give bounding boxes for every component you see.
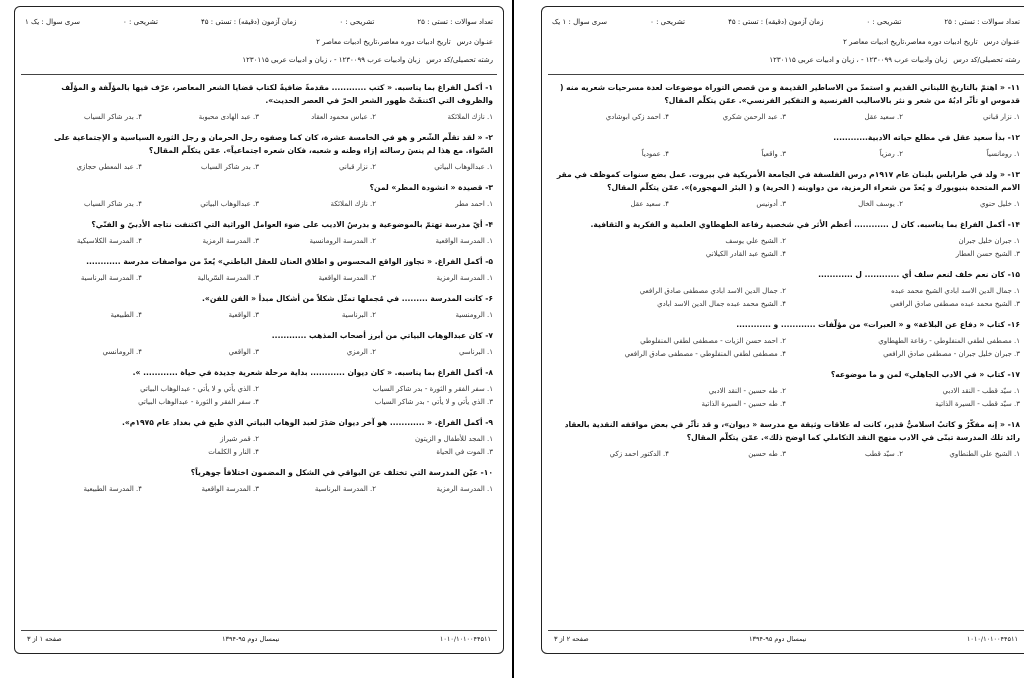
footer-code: ۱۰۱۰/۱۰۱۰۰۴۴۵۱۱ <box>439 635 491 643</box>
answer-options <box>25 198 493 211</box>
answer-option[interactable]: ۱. احمد مطر <box>455 200 493 208</box>
answer-option[interactable]: ۱. المدرسة الرمزية <box>436 485 493 493</box>
answer-option[interactable]: ۴. المدرسة الكلاسيكية <box>76 237 142 245</box>
question-text: ۱۷- كتاب « في الادب الجاهلي» لمن و ما موضوعه؟ <box>830 370 1020 379</box>
answer-options <box>25 161 493 174</box>
footer-page-number: صفحه ۱ از ۳ <box>27 635 62 643</box>
answer-options <box>25 111 493 124</box>
question-text: ۱۸- « إنه مفكّرٌ و كاتبٌ اسلاميٌّ قدير، كانت له علاقات وثيقة مع مدرسة « ديوان»، و قد تأثّر في بعض مواقفه النقدية بالعقاد رائد تلك المدرسة تبنّى في الادب منهج النقد التكاملي كما اوضح ذلك». عمّن يتكلّم المقال؟ <box>564 420 1020 442</box>
answer-option[interactable]: ۲. الشيخ علي يوسف <box>725 237 786 245</box>
question-count: تعداد سوالات : تستی : ۲۵ <box>944 18 1020 26</box>
time-label: زمان آزمون (دقیقه) : تستی : ۴۵ <box>728 18 824 26</box>
answer-option[interactable]: ۲. احمد حسن الزيات - مصطفى لطفي المنفلوطي <box>640 337 786 345</box>
answer-option[interactable]: ۲. الذي يأتي و لا يأتي - عبدالوهاب البياتي <box>140 385 259 393</box>
answer-option[interactable]: ۱. المدرسة الواقعية <box>435 237 493 245</box>
exam-page-1 <box>14 6 504 654</box>
answer-option[interactable]: ۳. واقعياً <box>761 150 786 158</box>
answer-option[interactable]: ۳. المدرسة الواقعية <box>201 485 259 493</box>
essay-time: تشریحی : ۰ <box>123 18 158 26</box>
question-text: ۱۴- أكمل الفراغ بما يناسبه. كان ل ............ أعظم الأثر في شخصية رفاعة الطهطاوي العلمية و الفكرية و الثقافية. <box>590 220 1020 229</box>
answer-options <box>25 272 493 285</box>
question-text: ۶- كانت المدرسة ......... في مُجملها تمثّل شكلاً من أشكال مبدأ « الفن للفن». <box>202 294 493 303</box>
answer-option[interactable]: ۴. الرومانسي <box>102 348 142 356</box>
answer-option[interactable]: ۳. الشيخ محمد عبده مصطفى صادق الرافعي <box>890 300 1020 308</box>
answer-option[interactable]: ۴. المدرسة البرناسية <box>80 274 142 282</box>
answer-option[interactable]: ۲. المدرسة البرناسية <box>314 485 376 493</box>
time-label: زمان آزمون (دقیقه) : تستی : ۴۵ <box>201 18 297 26</box>
answer-option[interactable]: ۳. عبدالوهاب البياتي <box>200 200 259 208</box>
exam-header <box>21 12 497 75</box>
answer-option[interactable]: ۴. الشيخ عبد القادر الكيلاني <box>705 250 786 258</box>
answer-option[interactable]: ۱. جبران خليل جبران <box>958 237 1020 245</box>
answer-option[interactable]: ۳. بدر شاكر السياب <box>200 163 259 171</box>
answer-options <box>552 235 1020 261</box>
page-divider <box>512 0 514 678</box>
answer-option[interactable]: ۲. الرمزي <box>346 348 376 356</box>
question-count: تعداد سوالات : تستی : ۲۵ <box>417 18 493 26</box>
answer-option[interactable]: ۱. الرومنسية <box>455 311 493 319</box>
answer-option[interactable]: ۳. سيّد قطب - السيرة الذاتية <box>935 400 1020 408</box>
answer-option[interactable]: ۱. نزار قباني <box>983 113 1020 121</box>
question-text: ۱۳- « ولد في طرابلس بلبنان عام ۱۹۱۷م درس الفلسفة في الجامعة الأمريكية في بيروت. عمل بضع سنوات كموظف في مقر الامم المتحدة بنيويورك و يُعدّ من شعراء الرمزية، من دواوينه ( الحرية) و ( البئر المهجورة)». عمّن يتكلّم المقال؟ <box>556 170 1020 192</box>
answer-options <box>552 148 1020 161</box>
exam-header <box>548 12 1024 75</box>
page-footer <box>21 630 497 647</box>
answer-option[interactable]: ۴. الطبيعية <box>110 311 142 319</box>
answer-options <box>25 383 493 409</box>
answer-option[interactable]: ۱. خليل حنوي <box>979 200 1020 208</box>
answer-option[interactable]: ۳. عبد الهادی محبوبة <box>198 113 259 121</box>
answer-option[interactable]: ۳. أدونيس <box>756 200 786 208</box>
answer-option[interactable]: ۱. المدرسة الرمزية <box>436 274 493 282</box>
answer-option[interactable]: ۱. سيّد قطب - النقد الادبي <box>942 387 1020 395</box>
answer-option[interactable]: ۴. بدر شاكر السياب <box>83 113 142 121</box>
question-text: ۳- قصيدة « انشودة المطر» لمن؟ <box>369 183 493 192</box>
essay-time: تشریحی : ۰ <box>650 18 686 26</box>
answer-option[interactable]: ۴. عمودياً <box>641 150 669 158</box>
answer-option[interactable]: ۴. احمد زكي ابوشادي <box>605 113 669 121</box>
answer-option[interactable]: ۳. المدرسة الرمزية <box>202 237 259 245</box>
answer-option[interactable]: ۴. الدكتور احمد زكي <box>609 450 669 458</box>
question-text: ۱۰- عيّن المدرسة التي تختلف عن البواقي في الشكل و المضمون اختلافاً جوهرياً؟ <box>190 468 493 477</box>
answer-option[interactable]: ۲. سيّد قطب <box>864 450 903 458</box>
course-value: تاریخ ادبیات دوره معاصر،تاریخ ادبیات معاصر ۲ <box>843 38 978 46</box>
answer-options <box>552 385 1020 411</box>
answer-option[interactable]: ۴. عبد المعطي حجازي <box>76 163 142 171</box>
answer-option[interactable]: ۳. الواقعية <box>228 311 259 319</box>
question-text: ۴- أيّ مدرسة تهتمّ بالموضوعية و بدرسُ الاديب على ضوء العوامل الوراثية التي اكتنفت نتاجه الأدبيّ و الفنّي؟ <box>91 220 493 229</box>
answer-options <box>25 235 493 248</box>
question-text: ۱- أكمل الفراغ بما يناسبه. « كتب ............ مقدمةً ضافيةً لكتاب قضايا الشعر المعاصر، عرّف فيها بالمؤلّفة و المؤلّف والظروف التي اكتنفَتْ ظهور الشعر الحرّ في العصر الحديث». <box>61 83 493 105</box>
answer-option[interactable]: ۴. سعيد عقل <box>630 200 669 208</box>
answer-option[interactable]: ۴. طه حسين - السيرة الذاتية <box>701 400 786 408</box>
answer-option[interactable]: ۱. البرناسي <box>458 348 493 356</box>
course-label: عنـوان درس <box>983 38 1020 46</box>
exam-page-2 <box>541 6 1024 654</box>
answer-option[interactable]: ۱. مصطفى لطفي المنفلوطي - رفاعة الطهطاوي <box>878 337 1020 345</box>
answer-option[interactable]: ۴. الشيخ محمد عبده جمال الدين الاسد ابادي <box>657 300 786 308</box>
question-text: ۵- أكمل الفراغ. « تجاوز الواقع المحسوس و اطلاق العنان للعقل الباطني» يُعدّ من مواصفات مدرسة ............ <box>86 257 493 266</box>
major-value: زبان وادبیات عرب ۱۲۳۰۰۹۹ - ، زبان و ادبیات عربی ۱۲۳۰۱۱۵ <box>242 56 421 64</box>
answer-options <box>552 448 1020 461</box>
answer-options <box>25 346 493 359</box>
answer-option[interactable]: ۲. المدرسة الواقعية <box>318 274 376 282</box>
footer-code: ۱۰۱۰/۱۰۱۰۰۴۴۵۱۱ <box>966 635 1018 643</box>
essay-count: تشریحی : ۰ <box>339 18 375 26</box>
answer-option[interactable]: ۲. نزار قباني <box>339 163 376 171</box>
major-label: رشته تحصیلی/کد درس <box>953 56 1020 64</box>
answer-options <box>552 335 1020 361</box>
footer-term: نیمسال دوم ۹۵-۱۳۹۴ <box>222 635 280 643</box>
answer-options <box>552 111 1020 124</box>
answer-option[interactable]: ۳. عبد الرحمن شكري <box>722 113 786 121</box>
answer-option[interactable]: ۱. سفر الفقر و الثورة - بدر شاكر السياب <box>372 385 493 393</box>
answer-option[interactable]: ۲. البرناسية <box>341 311 376 319</box>
course-label: عنـوان درس <box>456 38 493 46</box>
answer-option[interactable]: ۲. جمال الدين الاسد ابادي مصطفى صادق الرافعي <box>639 287 786 295</box>
question-text: ۱۱- « اهتمّ بالتاريخ اللبناني القديم و استمدّ من الاساطير القديمة و من قصص التوراة موضوعات لعدة مسرحيات شعريه منه ( قدموس او تأثّر ادبُهُ من شعر و نثر بالاساليب الفرنسية و التفكير الفرنسي». عمّن يتكلّم المقال؟ <box>560 83 1020 105</box>
answer-option[interactable]: ۴. مصطفى لطفي المنفلوطي - مصطفى صادق الرافعي <box>624 350 786 358</box>
page-footer <box>548 630 1024 647</box>
answer-option[interactable]: ۲. المدرسة الرومانسية <box>309 237 376 245</box>
answer-option[interactable]: ۳. الذي يأتي و لا يأتي - بدر شاكر السياب <box>374 398 493 406</box>
answer-option[interactable]: ۲. رمزياً <box>879 150 903 158</box>
course-value: تاریخ ادبیات دوره معاصر،تاریخ ادبیات معاصر ۲ <box>316 38 451 46</box>
answer-option[interactable]: ۱. نازك الملائكة <box>447 113 493 121</box>
essay-count: تشریحی : ۰ <box>866 18 902 26</box>
answer-option[interactable]: ۱. عبدالوهاب البياتي <box>434 163 493 171</box>
answer-option[interactable]: ۳. الشيخ حسن العطار <box>955 250 1020 258</box>
question-list <box>25 81 493 623</box>
footer-page-number: صفحه ۲ از ۳ <box>554 635 589 643</box>
major-label: رشته تحصیلی/کد درس <box>426 56 493 64</box>
footer-term: نیمسال دوم ۹۵-۱۳۹۴ <box>749 635 807 643</box>
answer-option[interactable]: ۲. سعيد عقل <box>864 113 903 121</box>
question-text: ۱۶- كتاب « دفاع عن البلاغة» و « العبرات» من مؤلّفات ............ و ............ <box>736 320 1020 329</box>
answer-option[interactable]: ۱. الشيخ علي الطنطاوي <box>949 450 1020 458</box>
answer-option[interactable]: ۲. نازك الملائكة <box>330 200 376 208</box>
question-text: ۷- كان عبدالوهاب البياتي من أبرز أصحاب المذهب ............ <box>271 331 493 340</box>
answer-option[interactable]: ۳. الواقعي <box>228 348 259 356</box>
answer-option[interactable]: ۱. المجد للأطفال و الزيتون <box>415 435 493 443</box>
answer-options <box>25 309 493 322</box>
answer-options <box>552 198 1020 211</box>
answer-option[interactable]: ۲. يوسف الخال <box>858 200 903 208</box>
major-value: زبان وادبیات عرب ۱۲۳۰۰۹۹ - ، زبان و ادبیات عربی ۱۲۳۰۱۱۵ <box>769 56 948 64</box>
answer-option[interactable]: ۴. النار و الكلمات <box>208 448 259 456</box>
answer-option[interactable]: ۲. طه حسين - النقد الادبي <box>708 387 786 395</box>
answer-options <box>25 433 493 459</box>
question-text: ۸- أكمل الفراغ بما يناسبه. « كان ديوان ............ بداية مرحلة شعرية جديدة في حياة ............ ». <box>132 368 493 377</box>
answer-option[interactable]: ۴. بدر شاكر السياب <box>83 200 142 208</box>
question-text: ۹- أكمل الفراغ. « ............ هو آخر ديوان صَدَرَ لعبد الوهاب البياتي الذي طبع في بغداد عام ۱۹۷۵م». <box>121 418 493 427</box>
answer-option[interactable]: ۱. جمال الدين الاسد ابادي الشيخ محمد عبده <box>891 287 1020 295</box>
answer-options <box>25 483 493 496</box>
answer-option[interactable]: ۲. عباس محمود العقاد <box>311 113 376 121</box>
series-label: سری سوال : ۱ یک <box>552 18 608 26</box>
answer-option[interactable]: ۴. سفر الفقر و الثورة - عبدالوهاب البياتي <box>138 398 259 406</box>
answer-options <box>552 285 1020 311</box>
answer-option[interactable]: ۴. المدرسة الطبيعية <box>83 485 142 493</box>
answer-option[interactable]: ۳. طه حسين <box>748 450 786 458</box>
answer-option[interactable]: ۳. جبران خليل جبران - مصطفى صادق الرافعي <box>883 350 1020 358</box>
question-text: ۱۵- كان نعم خلف لنعم سلف أي ............ ل ............ <box>818 270 1020 279</box>
answer-option[interactable]: ۲. قمر شيراز <box>220 435 259 443</box>
question-text: ۲- « لقد تقلّم الشّعر و هو في الخامسة عشرة، كان كما وصفوه رجل الحرمان و رجل الثورة السياسية و الإجتماعية على السّواء. مع هذا لم ينسَ رسالته إزاء وطنه و شعبه، فكان شعره اجتماعياً». عمّن يتكلّم المقال؟ <box>53 133 493 155</box>
answer-option[interactable]: ۱. رومانسياً <box>986 150 1020 158</box>
question-list <box>552 81 1020 623</box>
series-label: سری سوال : یک ۱ <box>25 18 80 26</box>
question-text: ۱۲- بدأ سعيد عقل في مطلع حياته الادبية............ <box>833 133 1020 142</box>
answer-option[interactable]: ۳. المدرسة السّريالية <box>197 274 259 282</box>
answer-option[interactable]: ۳. الموت في الحياة <box>436 448 493 456</box>
